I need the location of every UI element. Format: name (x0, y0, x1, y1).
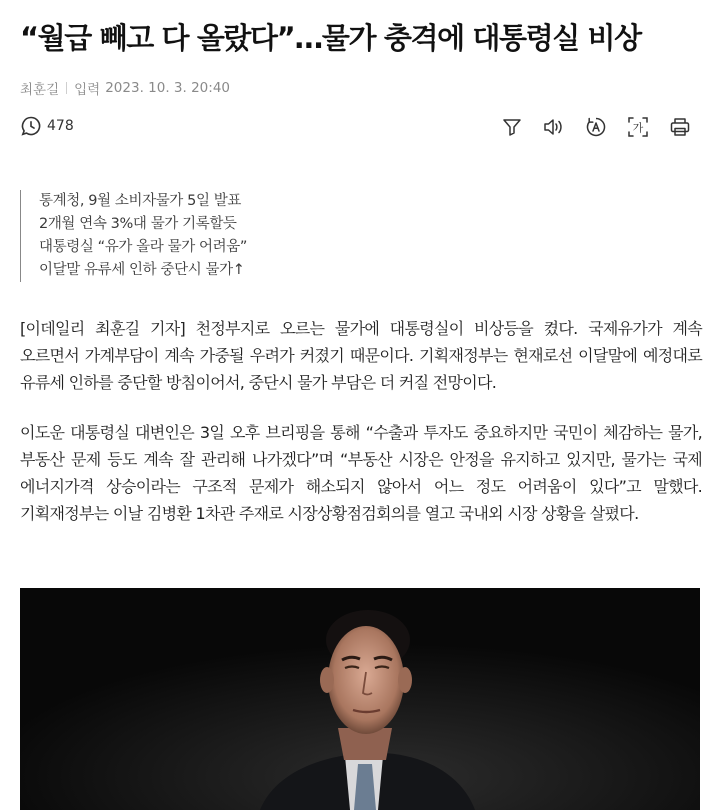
comment-button[interactable] (20, 115, 74, 137)
comment-icon (20, 115, 42, 137)
speaker-person-illustration (20, 588, 700, 810)
svg-text:가: 가 (632, 121, 644, 135)
summary-line: 대통령실 “유가 올라 물가 어려움” (39, 239, 247, 255)
speaker-button[interactable] (542, 115, 566, 139)
print-button[interactable] (668, 115, 692, 139)
font-size-icon (502, 117, 522, 137)
hanja-icon (627, 116, 649, 138)
tool-group (500, 115, 692, 139)
divider (66, 82, 67, 94)
hanja-button[interactable] (626, 115, 650, 139)
font-size-button[interactable] (500, 115, 524, 139)
article-paragraph: 이도운 대통령실 대변인은 3일 오후 브리핑을 통해 “수출과 투자도 중요하지만 국민이 체감하는 물가, 부동산 문제 등도 계속 잘 관리해 나가겠다”며 “부동산 시장은 안정을 유지하고 있지만, 물가는 국제 에너지가격 상승이라는 구조적 문제가 해소되지 않아서 어느 정도 어려움이 있다”고 말했다. 기획재정부는 이날 김병환 1차관 주재로 시장상황점검회의를 열고 국내외 시장 상황을 살폈다. (20, 423, 702, 523)
speaker-icon (543, 117, 565, 137)
article-summary (20, 190, 247, 282)
translate-icon (585, 116, 607, 138)
summary-line: 이달말 유류세 인하 중단시 물가↑ (39, 262, 245, 278)
byline (20, 78, 230, 98)
headline: “월급 빼고 다 올랐다”…물가 충격에 대통령실 비상 (20, 21, 641, 55)
summary-line: 2개월 연속 3%대 물가 기록할듯 (39, 216, 237, 232)
published-label: 입력 (74, 82, 101, 98)
article-paragraph: [이데일리 최훈길 기자] 천정부지로 오르는 물가에 대통령실이 비상등을 켰다. 국제유가가 계속 오르면서 가계부담이 계속 가중될 우려가 커졌기 때문이다. 기획재정부는 현재로선 이달말에 예정대로 유류세 인하를 중단할 방침이어서, 중단시 물가 부담은 더 커질 전망이다. (20, 319, 702, 392)
print-icon (669, 116, 691, 138)
article-toolbar (20, 112, 700, 142)
translate-button[interactable] (584, 115, 608, 139)
comment-count: 478 (47, 118, 74, 134)
author-name[interactable]: 최훈길 (20, 82, 60, 98)
published-time: 2023. 10. 3. 20:40 (105, 80, 230, 96)
article-photo[interactable] (20, 588, 700, 810)
summary-line: 통계청, 9월 소비자물가 5일 발표 (39, 193, 241, 209)
